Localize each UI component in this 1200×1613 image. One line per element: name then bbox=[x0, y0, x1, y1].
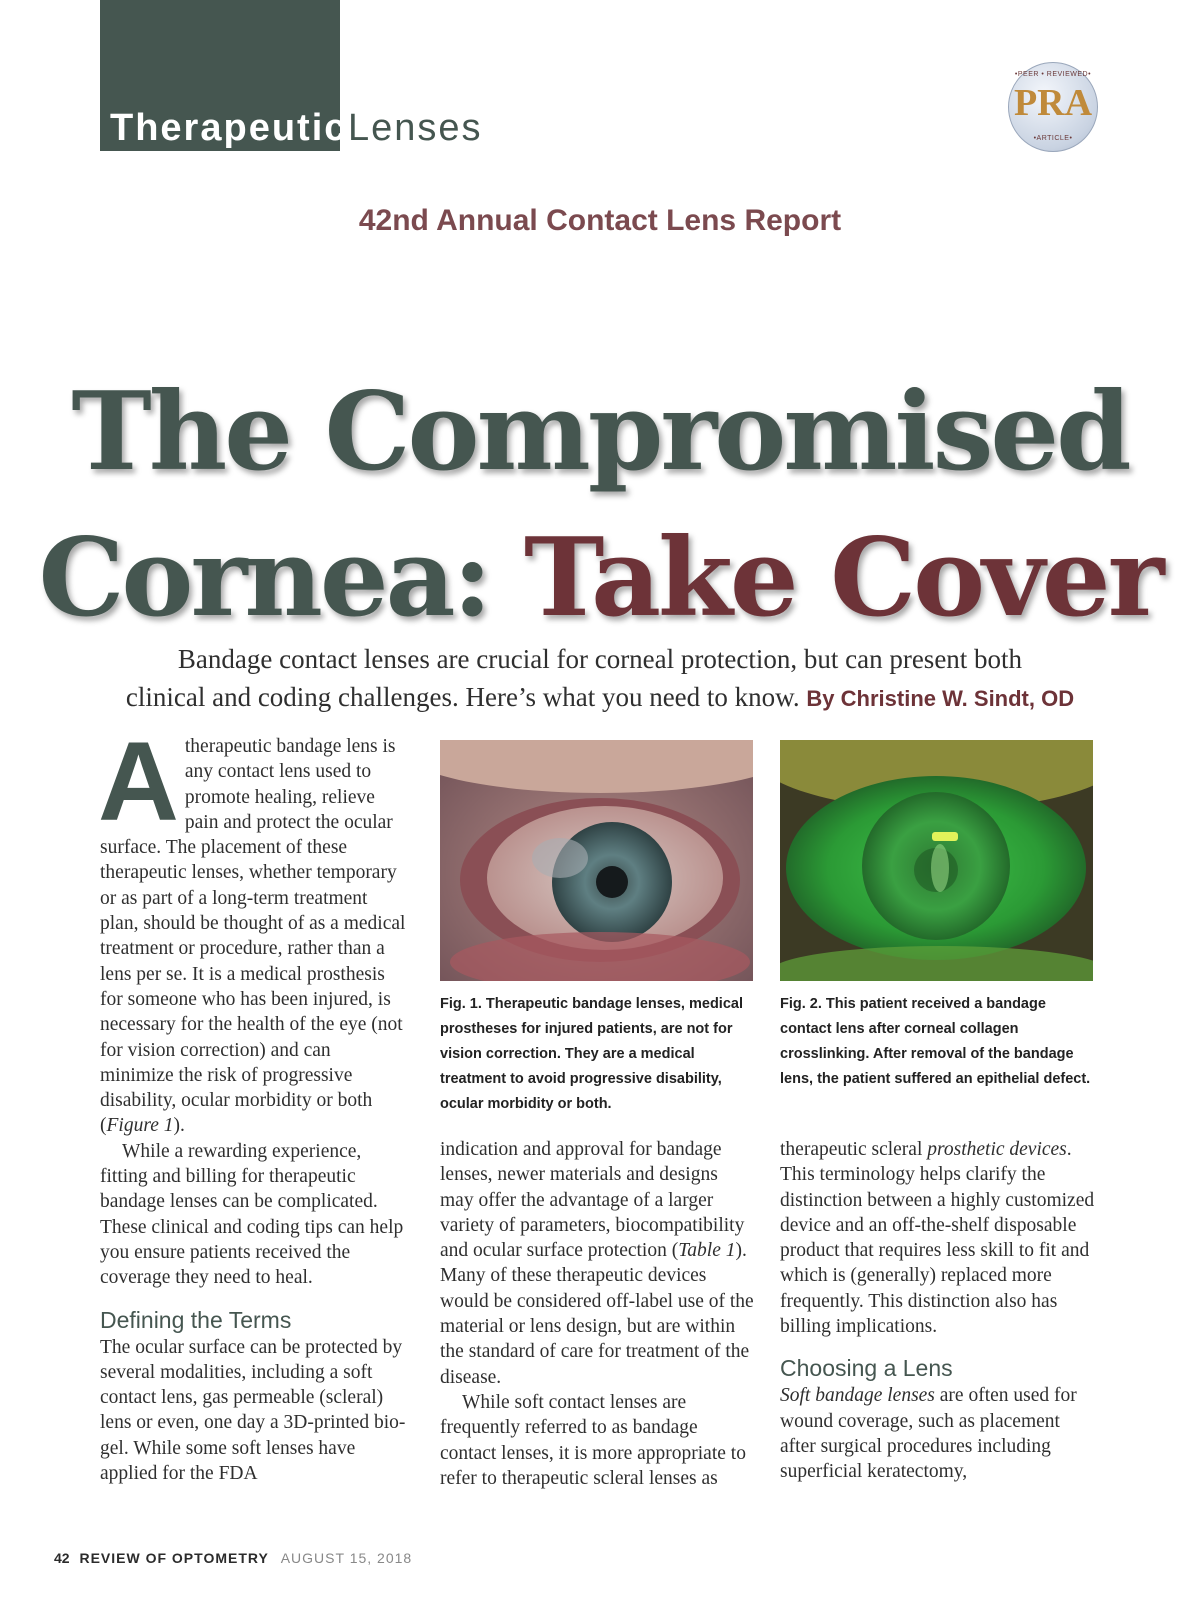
figure-1-caption: Fig. 1. Therapeutic bandage lenses, medical prostheses for injured patients, are not for vision correction. They are a medical treatment to avoid progressive disability, ocular morbidity or both. bbox=[440, 996, 743, 1112]
headline-line-2 bbox=[0, 508, 1200, 648]
badge-top-text: •PEER • REVIEWED• bbox=[1014, 71, 1092, 78]
paragraph bbox=[780, 1137, 1096, 1339]
subhead-defining-terms: Defining the Terms bbox=[100, 1306, 292, 1333]
figure-2-caption: Fig. 2. This patient received a bandage contact lens after corneal collagen crosslinking. After removal of the bandage lens, the patient suffered an epithelial defect. bbox=[780, 996, 1091, 1087]
paragraph bbox=[440, 1137, 756, 1390]
deck-line-2 bbox=[90, 678, 1110, 718]
peer-reviewed-badge-icon bbox=[1008, 62, 1098, 152]
paragraph-text-end: ). bbox=[173, 1115, 185, 1137]
headline-line-1: The Compromised bbox=[71, 369, 1129, 495]
eye-photo-1 bbox=[440, 740, 753, 981]
paragraph: While a rewarding experience, fitting and billing for therapeutic bandage lenses can be complicated. These clinical and coding tips can help you ensure patients received the coverage they need to heal. bbox=[100, 1140, 404, 1289]
paragraph-text: therapeutic scleral bbox=[780, 1139, 928, 1160]
paragraph-text-end: . This terminology helps clarify the distinction between a highly customized device and an off-the-shelf disposable product that requires less skill to fit and which is (generally) replaced more frequently. This distinction also has billing implications. bbox=[780, 1139, 1095, 1338]
headline-line-2-lead: Cornea: bbox=[38, 515, 525, 641]
deck-line-2-text: clinical and coding challenges. Here’s what you need to know. bbox=[125, 682, 800, 712]
paragraph-text: therapeutic bandage lens is any contact lens used to promote healing, relieve pain and protect the ocular surface. The placement of these therapeutic lenses, whether temporary or as part of a long-term treatment plan, should be thought of as a medical treatment or procedure, rather than a lens per se. It is a medical prosthesis for someone who has been injured, is necessary for the health of the eye (not for vision correction) and can minimize the risk of progressive disability, ocular morbidity or both ( bbox=[100, 736, 406, 1137]
emphasis: Soft bandage lenses bbox=[780, 1385, 935, 1407]
report-title: 42nd Annual Contact Lens Report bbox=[358, 204, 842, 237]
paragraph-text-end: ). Many of these therapeutic devices would be considered off-label use of the material or lens design, but are within the standard of care for treatment of the disease. bbox=[440, 1240, 754, 1388]
section-label-light: Lenses bbox=[348, 107, 483, 149]
paragraph-text: indication and approval for bandage lenses, newer materials and designs may offer the advantage of a larger variety of parameters, biocompatibility and ocular surface protection ( bbox=[440, 1139, 745, 1262]
badge-bottom-text: •ARTICLE• bbox=[1033, 135, 1073, 142]
section-label-bold: Therapeutic bbox=[110, 107, 348, 149]
figure-reference: Figure 1 bbox=[106, 1115, 174, 1137]
paragraph bbox=[98, 719, 406, 1139]
emphasis: prosthetic devices bbox=[927, 1139, 1067, 1160]
eye-photo-2 bbox=[780, 740, 1093, 981]
drop-cap: A bbox=[98, 719, 179, 844]
paragraph-text: are often used for wound coverage, such as placement after surgical procedures including superficial keratectomy, bbox=[780, 1385, 1077, 1483]
deck-line-1: Bandage contact lenses are crucial for corneal protection, but can present both bbox=[177, 644, 1023, 674]
subhead-choosing-lens: Choosing a Lens bbox=[780, 1355, 953, 1382]
badge-monogram: PRA bbox=[1013, 82, 1093, 124]
paragraph: While soft contact lenses are frequently referred to as bandage contact lenses, it is more appropriate to refer to therapeutic scleral lenses as bbox=[440, 1391, 746, 1489]
paragraph: The ocular surface can be protected by several modalities, including a soft contact lens, gas permeable (scleral) lens or even, one day a 3D-printed bio-gel. While some soft lenses have applied for the FDA bbox=[100, 1336, 406, 1485]
page-footer bbox=[54, 1550, 412, 1566]
deck bbox=[90, 640, 1110, 718]
page-number: 42 bbox=[54, 1550, 70, 1566]
article-column-3 bbox=[780, 1137, 1096, 1485]
article-column-2 bbox=[440, 1137, 756, 1491]
headline-accent: Take Cover bbox=[524, 515, 1162, 641]
article-column-1 bbox=[98, 719, 406, 1486]
paragraph bbox=[780, 1383, 1096, 1484]
table-reference: Table 1 bbox=[678, 1240, 736, 1262]
byline: By Christine W. Sindt, OD bbox=[806, 686, 1075, 711]
issue-date: AUGUST 15, 2018 bbox=[280, 1550, 413, 1566]
figure-2-photo bbox=[780, 740, 1093, 981]
figure-1-photo bbox=[440, 740, 753, 981]
publication-name: REVIEW OF OPTOMETRY bbox=[79, 1550, 269, 1566]
